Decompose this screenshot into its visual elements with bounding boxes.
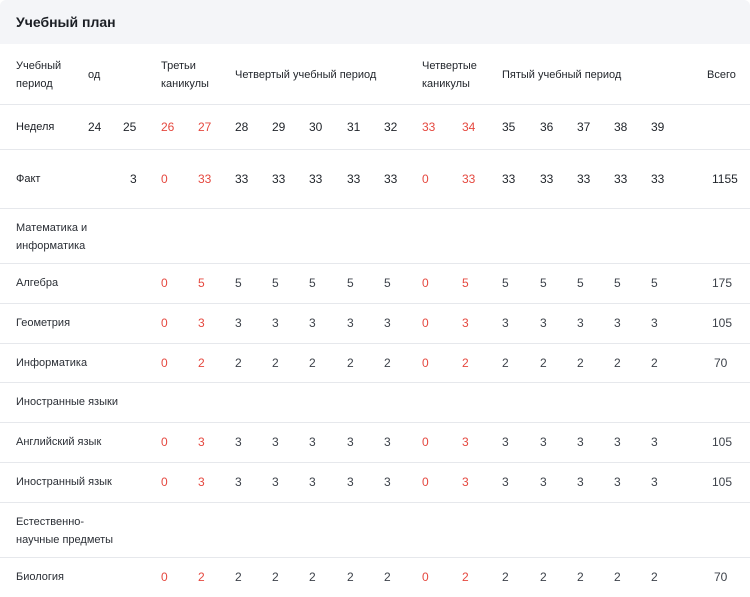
fact-cell: 33 (309, 172, 323, 186)
subject-cell: 2 (347, 356, 354, 370)
subject-row-geometry (0, 304, 750, 344)
subject-cell: 3 (198, 475, 205, 489)
subject-cell: 2 (272, 356, 279, 370)
subject-cell: 2 (347, 570, 354, 584)
subject-cell: 5 (577, 276, 584, 290)
subject-cell: 3 (651, 316, 658, 330)
fifth-period-header: Пятый учебный период (502, 69, 622, 81)
subject-cell: 3 (198, 435, 205, 449)
group-row-languages (0, 383, 750, 423)
subject-cell: 0 (422, 276, 429, 290)
subject-cell: 3 (272, 316, 279, 330)
subject-cell: 2 (272, 570, 279, 584)
subject-cell: 3 (502, 435, 509, 449)
subject-cell: 2 (235, 570, 242, 584)
group-row-math (0, 209, 750, 264)
fact-cell: 33 (235, 172, 249, 186)
week-cell: 27 (198, 120, 212, 134)
week-cell: 25 (123, 120, 137, 134)
subject-cell: 0 (161, 570, 168, 584)
subject-label: Иностранный язык (16, 476, 112, 488)
subject-cell: 3 (384, 316, 391, 330)
subject-cell: 2 (198, 570, 205, 584)
subject-cell: 2 (502, 356, 509, 370)
subject-cell: 0 (161, 356, 168, 370)
subject-row-foreign-language (0, 463, 750, 503)
week-cell: 34 (462, 120, 476, 134)
subject-cell: 2 (540, 570, 547, 584)
fact-cell: 3 (130, 172, 137, 186)
fact-cell: 33 (577, 172, 591, 186)
week-row-label: Неделя (16, 121, 55, 133)
fact-cell: 33 (384, 172, 398, 186)
subject-cell: 3 (272, 435, 279, 449)
page-title: Учебный план (16, 14, 116, 30)
subject-cell: 5 (272, 276, 279, 290)
subject-cell: 2 (651, 570, 658, 584)
subject-cell: 3 (462, 475, 469, 489)
subject-total: 175 (712, 276, 733, 290)
subject-cell: 0 (422, 570, 429, 584)
subject-cell: 5 (462, 276, 469, 290)
subject-cell: 3 (235, 475, 242, 489)
subject-cell: 2 (502, 570, 509, 584)
week-cell: 30 (309, 120, 323, 134)
subject-cell: 3 (462, 435, 469, 449)
subject-row-biology (0, 558, 750, 597)
subject-cell: 0 (161, 316, 168, 330)
week-cell: 33 (422, 120, 436, 134)
subject-label: Информатика (16, 357, 88, 369)
fact-row (0, 150, 750, 209)
fact-cell: 0 (161, 172, 168, 186)
subject-cell: 5 (651, 276, 658, 290)
subject-label: Биология (16, 571, 65, 583)
week-cell: 37 (577, 120, 591, 134)
subject-cell: 0 (422, 356, 429, 370)
subject-cell: 2 (235, 356, 242, 370)
group-label: Естественно-научные предметы (16, 516, 114, 546)
subject-cell: 2 (614, 356, 621, 370)
subject-cell: 3 (309, 316, 316, 330)
subject-cell: 3 (577, 316, 584, 330)
group-label: Математика и информатика (16, 222, 88, 252)
fact-cell: 33 (502, 172, 516, 186)
subject-row-informatics (0, 344, 750, 383)
subject-cell: 3 (614, 435, 621, 449)
subject-cell: 5 (502, 276, 509, 290)
group-label: Иностранные языки (16, 396, 118, 408)
fact-cell: 33 (614, 172, 628, 186)
subject-cell: 0 (161, 475, 168, 489)
subject-cell: 5 (235, 276, 242, 290)
group-row-natural-sciences (0, 503, 750, 558)
cut-period-label: од (88, 69, 101, 81)
subject-cell: 2 (462, 356, 469, 370)
fact-cell: 33 (347, 172, 361, 186)
subject-cell: 2 (577, 356, 584, 370)
subject-cell: 3 (235, 435, 242, 449)
subject-cell: 5 (384, 276, 391, 290)
fact-cell: 0 (422, 172, 429, 186)
subject-total: 70 (714, 356, 728, 370)
subject-cell: 2 (384, 570, 391, 584)
subject-row-english (0, 423, 750, 463)
subject-cell: 3 (577, 435, 584, 449)
subject-cell: 3 (540, 316, 547, 330)
subject-cell: 2 (614, 570, 621, 584)
subject-cell: 3 (577, 475, 584, 489)
subject-total: 70 (714, 570, 728, 584)
subject-cell: 2 (577, 570, 584, 584)
week-cell: 29 (272, 120, 286, 134)
subject-cell: 3 (235, 316, 242, 330)
fact-cell: 33 (540, 172, 554, 186)
subject-cell: 3 (651, 435, 658, 449)
week-cell: 32 (384, 120, 398, 134)
subject-cell: 3 (309, 435, 316, 449)
third-holidays-header: Третьи каникулы (161, 60, 209, 90)
subject-cell: 3 (462, 316, 469, 330)
subject-cell: 2 (309, 356, 316, 370)
subject-cell: 3 (614, 475, 621, 489)
week-cell: 31 (347, 120, 361, 134)
table-header-row (0, 44, 750, 105)
subject-total: 105 (712, 475, 733, 489)
subject-cell: 3 (309, 475, 316, 489)
subject-cell: 5 (540, 276, 547, 290)
week-cell: 38 (614, 120, 628, 134)
subject-cell: 3 (540, 435, 547, 449)
total-column-header: Всего (707, 69, 736, 81)
subject-label: Алгебра (16, 277, 59, 289)
subject-cell: 2 (384, 356, 391, 370)
subject-cell: 5 (198, 276, 205, 290)
subject-total: 105 (712, 316, 733, 330)
week-cell: 39 (651, 120, 665, 134)
subject-cell: 0 (161, 276, 168, 290)
subject-cell: 3 (614, 316, 621, 330)
period-column-header: Учебный период (16, 60, 62, 90)
subject-cell: 3 (347, 435, 354, 449)
subject-cell: 3 (651, 475, 658, 489)
subject-cell: 2 (651, 356, 658, 370)
subject-cell: 3 (198, 316, 205, 330)
week-cell: 26 (161, 120, 175, 134)
subject-cell: 0 (422, 475, 429, 489)
week-cell: 36 (540, 120, 554, 134)
subject-cell: 3 (384, 435, 391, 449)
fact-cell: 33 (462, 172, 476, 186)
subject-cell: 0 (161, 435, 168, 449)
subject-cell: 5 (309, 276, 316, 290)
subject-total: 105 (712, 435, 733, 449)
subject-cell: 3 (347, 475, 354, 489)
subject-cell: 3 (347, 316, 354, 330)
curriculum-table (0, 44, 750, 597)
subject-cell: 0 (422, 435, 429, 449)
fact-total: 1155 (712, 172, 738, 186)
subject-cell: 3 (502, 316, 509, 330)
subject-cell: 5 (614, 276, 621, 290)
fourth-holidays-header: Четвертые каникулы (422, 60, 477, 90)
subject-cell: 2 (309, 570, 316, 584)
fact-row-label: Факт (16, 173, 41, 185)
subject-cell: 0 (422, 316, 429, 330)
subject-cell: 3 (272, 475, 279, 489)
subject-cell: 3 (540, 475, 547, 489)
subject-cell: 3 (502, 475, 509, 489)
subject-label: Английский язык (16, 436, 102, 448)
subject-cell: 2 (540, 356, 547, 370)
fact-cell: 33 (651, 172, 665, 186)
week-cell: 24 (88, 120, 102, 134)
week-cell: 35 (502, 120, 516, 134)
fact-cell: 33 (198, 172, 212, 186)
fact-cell: 33 (272, 172, 286, 186)
week-cell: 28 (235, 120, 249, 134)
subject-row-algebra (0, 264, 750, 304)
week-row (0, 105, 750, 150)
subject-label: Геометрия (16, 317, 71, 329)
subject-cell: 3 (384, 475, 391, 489)
subject-cell: 2 (462, 570, 469, 584)
subject-cell: 5 (347, 276, 354, 290)
fourth-period-header: Четвертый учебный период (235, 69, 377, 81)
subject-cell: 2 (198, 356, 205, 370)
